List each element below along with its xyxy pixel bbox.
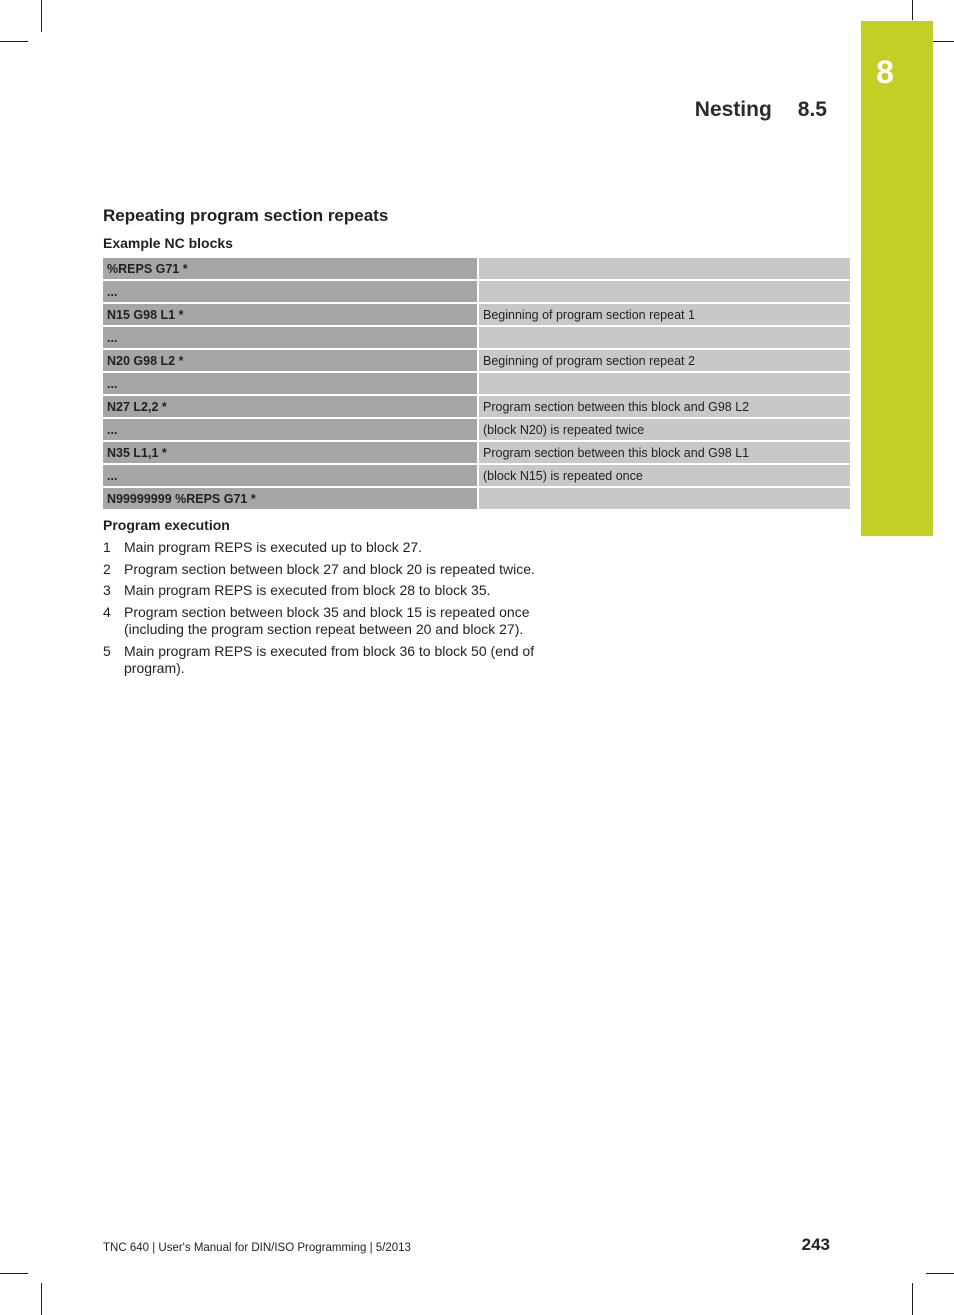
nc-code-cell: N20 G98 L2 * [103, 350, 479, 371]
table-row [103, 281, 850, 302]
step-text: Program section between block 27 and block 20 is repeated twice. [124, 560, 535, 577]
list-item [103, 539, 543, 557]
nc-code-cell: N35 L1,1 * [103, 442, 479, 463]
nc-note-cell: Beginning of program section repeat 2 [479, 350, 850, 371]
crop-mark [912, 0, 913, 20]
chapter-number: 8 [876, 54, 894, 90]
step-text: Program section between block 35 and block 15 is repeated once (including the program section repeat between 20 and block 27). [124, 603, 530, 637]
nc-code-cell: %REPS G71 * [103, 258, 479, 279]
page-number: 243 [801, 1235, 830, 1254]
nc-blocks-table [103, 256, 850, 511]
nc-note-cell: (block N15) is repeated once [479, 465, 850, 486]
example-heading: Example NC blocks [103, 235, 233, 251]
nc-code-cell: ... [103, 465, 479, 486]
nc-note-cell [479, 258, 850, 279]
table-row [103, 419, 850, 440]
nc-note-cell: Program section between this block and G98 L2 [479, 396, 850, 417]
table-row [103, 396, 850, 417]
crop-mark [41, 1283, 42, 1315]
table-row [103, 465, 850, 486]
section-title: Repeating program section repeats [103, 206, 389, 225]
table-row [103, 373, 850, 394]
table-row [103, 488, 850, 509]
crop-mark [926, 1273, 954, 1274]
table-row [103, 304, 850, 325]
running-head [695, 98, 827, 122]
table-row [103, 258, 850, 279]
nc-code-cell: ... [103, 327, 479, 348]
nc-note-cell [479, 281, 850, 302]
crop-mark [41, 0, 42, 32]
table-row [103, 327, 850, 348]
nc-note-cell [479, 327, 850, 348]
nc-note-cell [479, 373, 850, 394]
nc-code-cell: N27 L2,2 * [103, 396, 479, 417]
step-text: Main program REPS is executed up to block 27. [124, 539, 423, 555]
chapter-tab [861, 21, 933, 536]
nc-code-cell: ... [103, 281, 479, 302]
step-number: 3 [103, 582, 111, 598]
section-number: 8.5 [797, 98, 827, 121]
list-item [103, 561, 543, 579]
execution-heading: Program execution [103, 517, 230, 533]
nc-note-cell: Beginning of program section repeat 1 [479, 304, 850, 325]
crop-mark [0, 1273, 28, 1274]
nc-code-cell: N15 G98 L1 * [103, 304, 479, 325]
nc-note-cell: Program section between this block and G98 L1 [479, 442, 850, 463]
step-number: 2 [103, 560, 111, 577]
step-number: 1 [103, 539, 111, 555]
list-item [103, 643, 543, 678]
step-number: 4 [103, 603, 111, 620]
crop-mark [912, 1283, 913, 1315]
nc-code-cell: ... [103, 419, 479, 440]
step-text: Main program REPS is executed from block 28 to block 35. [124, 582, 491, 598]
step-text: Main program REPS is executed from block 36 to block 50 (end of program). [124, 642, 535, 676]
execution-steps [103, 539, 543, 682]
nc-note-cell [479, 488, 850, 509]
list-item [103, 604, 543, 639]
step-number: 5 [103, 642, 111, 659]
footer-text: TNC 640 | User's Manual for DIN/ISO Programming | 5/2013 [103, 1242, 411, 1254]
section-name: Nesting [694, 98, 772, 121]
nc-code-cell: ... [103, 373, 479, 394]
list-item [103, 582, 543, 600]
table-row [103, 442, 850, 463]
nc-note-cell: (block N20) is repeated twice [479, 419, 850, 440]
nc-code-cell: N99999999 %REPS G71 * [103, 488, 479, 509]
crop-mark [0, 41, 28, 42]
table-row [103, 350, 850, 371]
